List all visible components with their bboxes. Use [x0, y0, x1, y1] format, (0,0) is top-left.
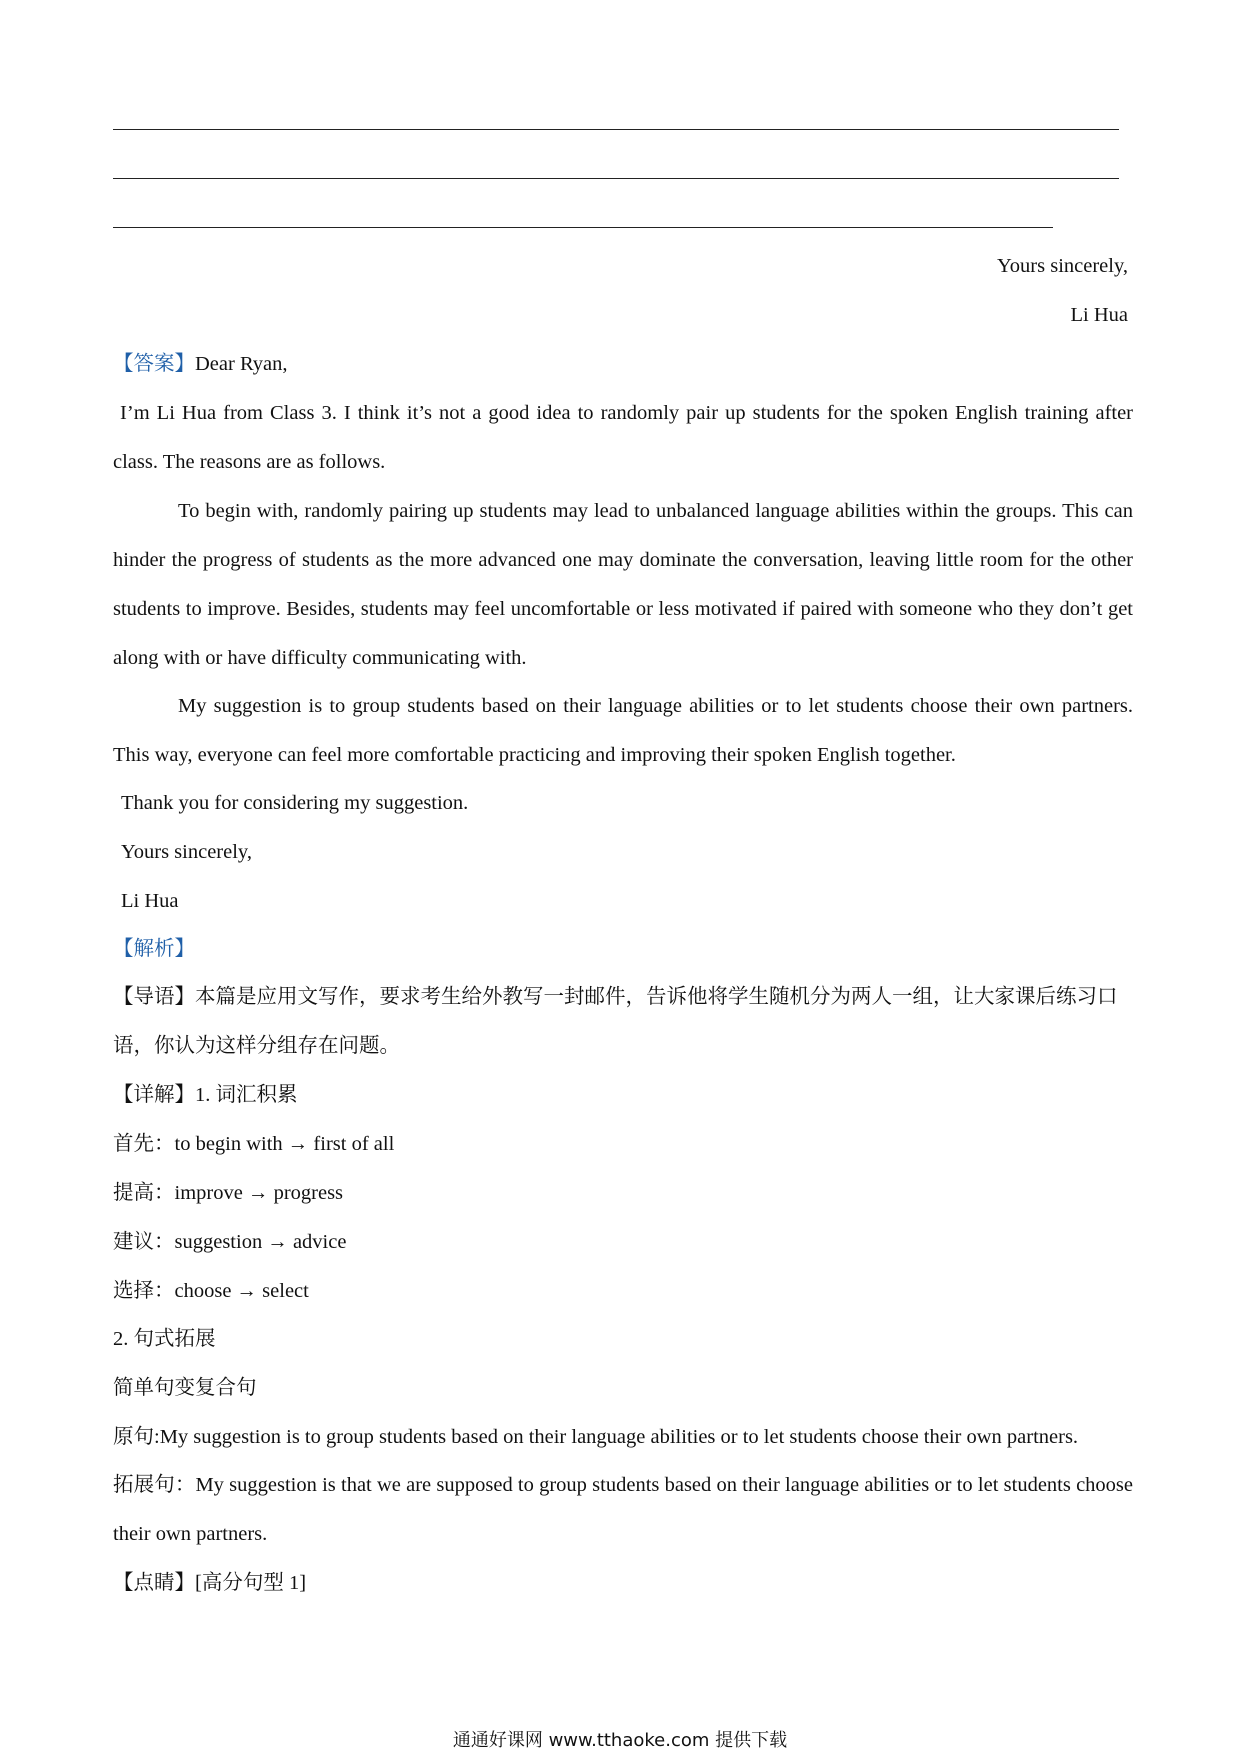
guide-text: 本篇是应用文写作，要求考生给外教写一封邮件，告诉他将学生随机分为两人一组，让大家课后练习口语，你认为这样分组存在问题。 — [113, 986, 1118, 1057]
extended-label: 拓展句： — [113, 1474, 196, 1496]
section-2-heading: 2. 句式拓展 — [113, 1328, 216, 1350]
guide-label: 【导语】 — [113, 986, 195, 1008]
guide-paragraph — [113, 973, 1133, 1071]
tip-label: 【点睛】 — [113, 1572, 195, 1594]
detail-heading: 【详解】1. 词汇积累 — [113, 1084, 298, 1106]
answer-blank-line — [113, 227, 1053, 228]
vocab-item: 建议：suggestion → advice — [113, 1231, 347, 1253]
vocab-item: 首先：to begin with → first of all — [113, 1133, 395, 1155]
original-sentence: 原句:My suggestion is to group students based on their language abilities or to let students choose their own partners. — [113, 1426, 1079, 1448]
extended-sentence: 拓展句：My suggestion is that we are supposed to group students based on their language abilities or to let students choose their own partners. — [113, 1474, 1134, 1545]
answer-label: 【答案】 — [113, 353, 195, 375]
answer-blank-line — [113, 129, 1119, 130]
vocab-item: 选择：choose → select — [113, 1280, 309, 1302]
answer-paragraph-3: My suggestion is to group students based on their language abilities or to let students choose their own partners. This way, everyone can feel more comfortable practicing and improving their spoken English together. — [113, 695, 1133, 766]
answer-heading — [113, 352, 288, 376]
answer-paragraph-1: I’m Li Hua from Class 3. I think it’s not a good idea to randomly pair up students for the spoken English training after class. The reasons are as follows. — [113, 402, 1139, 473]
vocab-item: 提高：improve → progress — [113, 1182, 344, 1204]
answer-signature: Li Hua — [121, 890, 179, 912]
answer-paragraph-2: To begin with, randomly pairing up students may lead to unbalanced language abilities within the groups. This can hinder the progress of students as the more advanced one may dominate the conversation, leaving little room for the other students to improve. Besides, students may feel uncomfortable or less motivated if paired with someone who they don’t get along with or have difficulty communicating with. — [113, 500, 1133, 669]
answer-closing: Yours sincerely, — [121, 841, 252, 863]
letter-closing: Yours sincerely, — [997, 255, 1128, 277]
detail-label: 【详解】 — [113, 1084, 195, 1106]
salutation: Dear Ryan, — [195, 353, 288, 375]
tip-line: 【点睛】[高分句型 1] — [113, 1572, 307, 1594]
page-footer: 通通好课网 www.tthaoke.com 提供下载 — [452, 1730, 788, 1751]
answer-blank-line — [113, 178, 1119, 179]
letter-signature: Li Hua — [1070, 304, 1128, 326]
analysis-label: 【解析】 — [113, 938, 195, 960]
original-label: 原句: — [113, 1426, 160, 1448]
section-2-subheading: 简单句变复合句 — [113, 1377, 257, 1399]
answer-thanks: Thank you for considering my suggestion. — [121, 792, 469, 814]
